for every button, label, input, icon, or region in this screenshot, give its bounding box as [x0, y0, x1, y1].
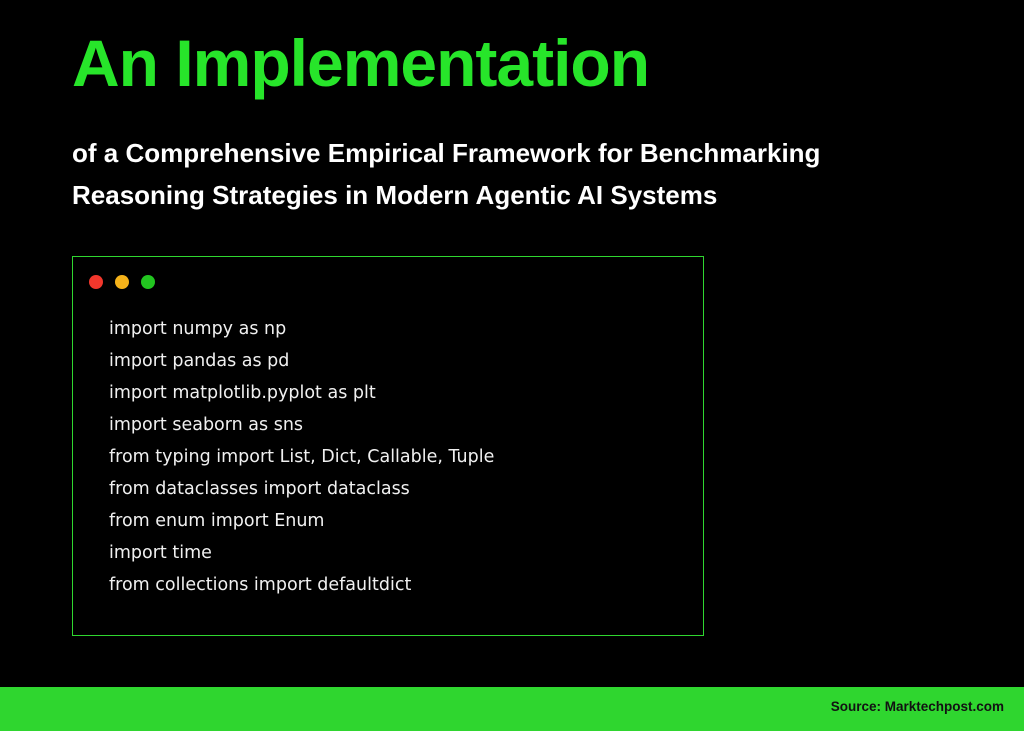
- code-line: from collections import defaultdict: [109, 575, 412, 595]
- maximize-icon[interactable]: [141, 275, 155, 289]
- code-window: [72, 256, 704, 636]
- code-line: import numpy as np: [109, 319, 287, 339]
- page-subtitle: of a Comprehensive Empirical Framework for Benchmarking Reasoning Strategies in Modern Agentic AI Systems: [72, 138, 821, 210]
- source-attribution: Source: Marktechpost.com: [830, 699, 1004, 714]
- code-line: import matplotlib.pyplot as plt: [109, 383, 376, 403]
- code-line: import seaborn as sns: [109, 415, 304, 435]
- footer-bar: [0, 687, 1024, 731]
- close-icon[interactable]: [89, 275, 103, 289]
- code-line: import pandas as pd: [109, 351, 290, 371]
- window-controls: [89, 275, 155, 289]
- code-block: [109, 313, 687, 601]
- code-line: from typing import List, Dict, Callable, Tuple: [109, 447, 495, 467]
- code-line: from enum import Enum: [109, 511, 325, 531]
- minimize-icon[interactable]: [115, 275, 129, 289]
- page-title: An Implementation: [72, 26, 650, 100]
- code-line: import time: [109, 543, 212, 563]
- code-line: from dataclasses import dataclass: [109, 479, 410, 499]
